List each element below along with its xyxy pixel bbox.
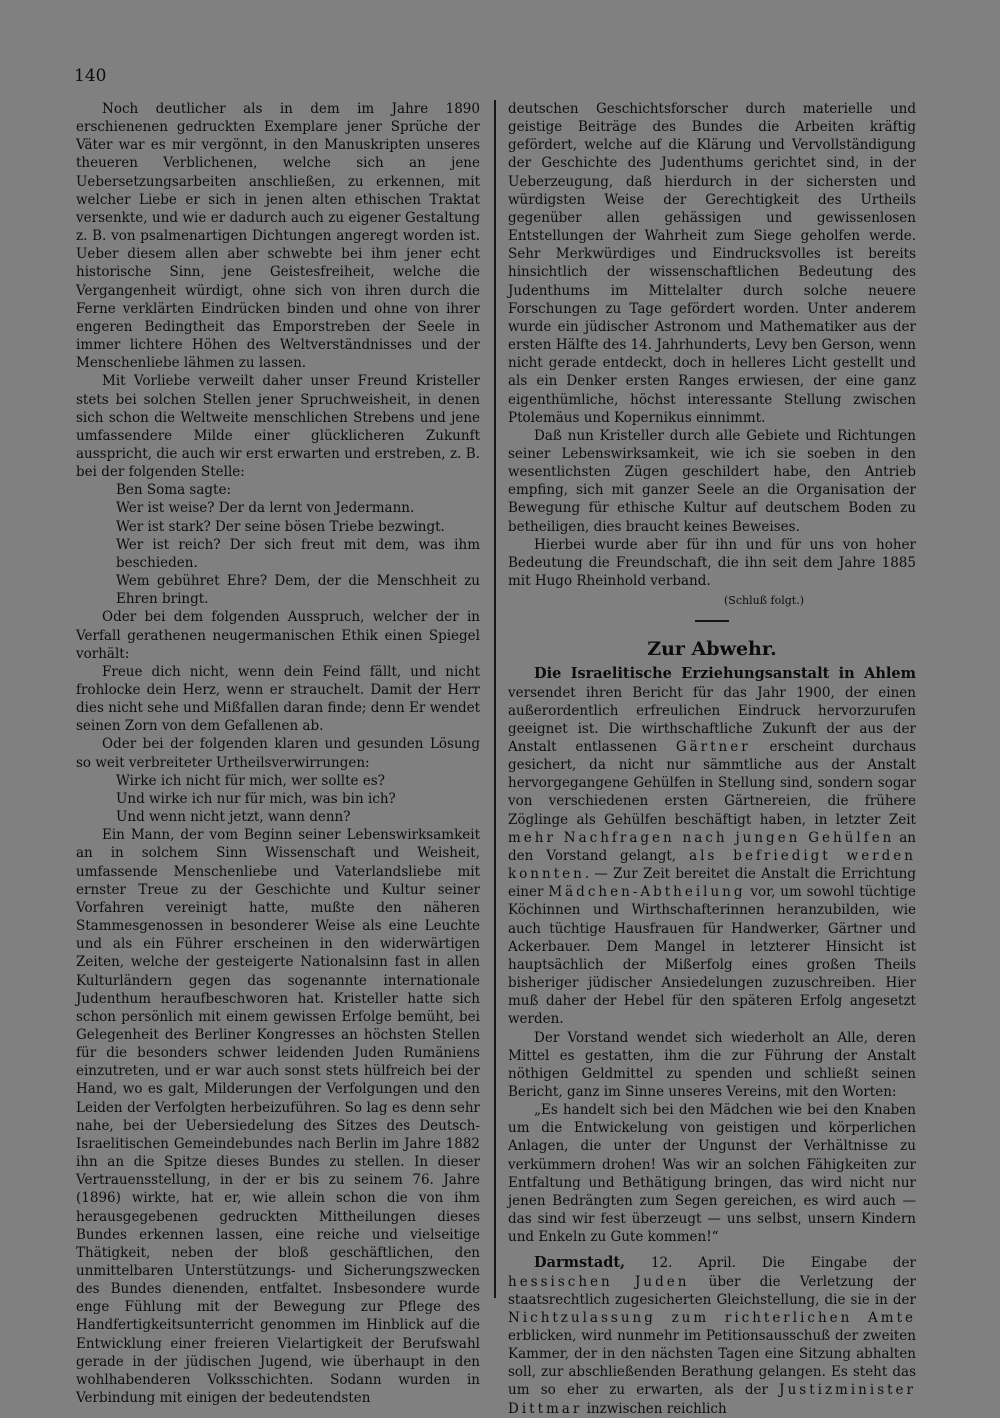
quotation: „Es handelt sich bei den Mädchen wie bei den Knaben um die Entwickelung von geistigen und körperlichen Anlagen, die unter der Ungunst der Verhältnisse zu verkümmern drohen! Was wir an solchen Fähigkeiten zur Entfaltung und Bethätigung bringen, das wird nicht nur jenen Bedrängten zum Segen gereichen, es wird auch — das sind wir fest überzeugt — uns selbst, unsern Kindern und Enkeln zu Gute kommen!“ (508, 1102, 916, 1246)
dateline-place: Darmstadt, (534, 1254, 626, 1272)
verse-line: Wer ist weise? Der da lernt von Jedermann. (116, 500, 415, 517)
right-column (508, 100, 916, 1418)
text: erscheint durchaus gesichert, da nicht nur sämmtliche aus der Anstalt hervorgegangene Gehülfen in Stellung sind, sondern sogar von verschiedenen ersten Gärtnereien, die frühere Zöglinge als Gehülfen beschäftigt haben, in letzter Zeit (508, 739, 916, 828)
text: über die Verletzung der staatsrechtlich zugesicherten Gleichstellung, die sie in der (508, 1273, 916, 1308)
page-number: 140 (74, 66, 107, 86)
section-title: Zur Abwehr. (647, 638, 777, 661)
paragraph: Oder bei dem folgenden Ausspruch, welcher der in Verfall gerathenen neugermanischen Ethik einen Spiegel vorhält: (76, 609, 480, 662)
verse-line: Ben Soma sagte: (116, 482, 231, 499)
verse-line: Wer ist stark? Der seine bösen Triebe bezwingt. (116, 518, 445, 535)
left-column (76, 100, 480, 1407)
paragraph: Oder bei der folgenden klaren und gesunden Lösung so weit verbreiteter Urtheilsverwirrungen: (76, 736, 480, 771)
continuation-note: (Schluß folgt.) (724, 594, 804, 608)
emphasis: mehr Nachfragen nach jungen Gehülfen (508, 829, 895, 846)
text: . — Zur Zeit bereitet die Anstalt die Errichtung einer (508, 866, 916, 901)
emphasis: hessischen Juden (508, 1273, 690, 1290)
emphasis: Nichtzulassung zum richterlichen Amte (508, 1309, 916, 1326)
quotation: Freue dich nicht, wenn dein Feind fällt, und nicht frohlocke dein Herz, wenn er strauchelt. Damit der Herr dies nicht sehe und Mißfallen daran finde; denn Er wendet seinen Zorn von dem Gefallenen ab. (76, 663, 480, 735)
text: erblicken, wird nunmehr im Petitionsausschuß der zweiten Kammer, der in den nächsten Tagen eine Sitzung abhalten soll, zur abschließenden Berathung gelangen. Es steht das um so eher zu erwarten, als der (508, 1328, 916, 1399)
paragraph: Mit Vorliebe verweilt daher unser Freund Kristeller stets bei solchen Stellen jener Spruchweisheit, in denen sich schon die Weltweite menschlichen Strebens und jene umfassendere Milde einer glücklicheren Zukunft ausspricht, die auch wir erst erwarten und erstreben, z. B. bei der folgenden Stelle: (76, 373, 480, 481)
paragraph: deutschen Geschichtsforscher durch materielle und geistige Beiträge des Bundes die Arbeiten kräftig gefördert, welche auf die Klärung und Vervollständigung der Geschichte des Judenthums gerichtet sind, in der Ueberzeugung, daß hierdurch in der sichersten und würdigsten Weise der Gerechtigkeit des Urtheils gegenüber allen gehässigen und gewissenlosen Entstellungen der Wahrheit zum Siege geholfen werde. Sehr Merkwürdiges und Eindrucksvolles ist bereits hinsichtlich der wissenschaftlichen Bedeutung des Judenthums im Mittelalter durch solche neuere Forschungen zu Tage gefördert worden. Unter anderem wurde ein jüdischer Astronom und Mathematiker aus der ersten Hälfte des 14. Jahrhunderts, Levy ben Gerson, wenn nicht gerade entdeckt, doch in helleres Licht gestellt und als ein Denker ersten Ranges erwiesen, der eine ganz eigenthümliche, höchst interessante Stellung zwischen Ptolemäus und Kopernikus einnimmt. (508, 101, 916, 426)
paragraph: Der Vorstand wendet sich wiederholt an Alle, deren Mittel es gestatten, ihm die zur Führung der Anstalt nöthigen Geldmittel zu spenden und schließt seinen Bericht, ganz im Sinne unseres Vereins, mit den Worten: (508, 1029, 916, 1100)
verse-line: Und wirke ich nur für mich, was bin ich? (116, 790, 396, 807)
section-divider (695, 620, 729, 622)
text: vor, um sowohl tüchtige Köchinnen und Wirthschafterinnen heranzubilden, wie auch tüchtige Hausfrauen für Handwerker, Gärtner und Ackerbauer. Dem Mangel in letzterer Hinsicht ist hauptsächlich der Mißerfolg eines großen Theils bisheriger jüdischer Ansiedelungen zuzuschreiben. Hier muß daher der Hebel für den späteren Erfolg angesetzt werden. (508, 884, 916, 1028)
paragraph: Ein Mann, der vom Beginn seiner Lebenswirksamkeit an in solchem Sinn Wissenschaft und Weisheit, umfassende Menschenliebe und Vaterlandsliebe mit ernster Treue zu der Geschichte und Kultur seiner Vorfahren vereinigt hatte, mußte den näheren Stammesgenossen in besonderer Weise als eine Leuchte und als ein Führer erscheinen in den widerwärtigen Zeiten, welche der gesteigerte Nationalsinn fast in allen Kulturländern gegen das sogenannte internationale Judenthum heraufbeschworen hat. Kristeller hatte sich schon persönlich mit einem gewissen Erfolge bemüht, bei Gelegenheit des Berliner Kongresses an höchsten Stellen für die besonders schwer leidenden Juden Rumäniens einzutreten, und er war auch sonst stets hülfreich bei der Hand, wo es galt, Milderungen der Verfolgungen und den Leiden der Verfolgten herbeizuführen. So lag es denn sehr nahe, bei der Uebersiedelung des Sitzes des Deutsch-Israelitischen Gemeindebundes nach Berlin im Jahre 1882 ihn an die Spitze dieses Bundes zu stellen. In dieser Vertrauensstellung, in der er bis zu seinem 76. Jahre (1896) wirkte, hat er, wie allein schon die von ihm herausgegebenen gedruckten Mittheilungen dieses Bundes erkennen lassen, eine reiche und vielseitige Thätigkeit, neben der bloß geschäftlichen, den unmittelbaren Unterstützungs- und Sicherungszwecken des Bundes dienenden, entfaltet. Insbesondere wurde enge Fühlung mit der Bewegung zur Pflege des Handfertigkeitsunterricht genommen im Hinblick auf die Entwicklung einer freieren Vielartigkeit der Berufswahl gerade in der jüdischen Jugend, wie überhaupt in den wohlhabenderen Volksschichten. Sodann wurden in Verbindung mit einigen der bedeutendsten (76, 827, 480, 1407)
article-paragraph (508, 665, 916, 1028)
text: an den Vorstand gelangt, (508, 829, 916, 864)
column-divider (494, 100, 496, 1298)
paragraph: Daß nun Kristeller durch alle Gebiete und Richtungen seiner Lebenswirksamkeit, wie ich sie soeben in den wesentlichsten Zügen geschildert habe, den Antrieb empfing, sich mit ganzer Seele an die Organisation der Bewegung für ethische Kultur auf deutschem Boden zu betheiligen, dies braucht keines Beweises. (508, 427, 916, 535)
paragraph: Noch deutlicher als in dem im Jahre 1890 erschienenen gedruckten Exemplare jener Sprüche der Väter war es mir vergönnt, in den Manuskripten unseres theueren Verblichenen, welche sich an jene Uebersetzungsarbeiten anschließen, zu erkennen, mit welcher Liebe er sich in jenen alten ethischen Traktat versenkte, und wie er dadurch auch zu eigener Gestaltung z. B. von psalmenartigen Dichtungen angeregt worden ist. Ueber diesem allen aber schwebte bei ihm jener echt historische Sinn, jene Geistesfreiheit, welche die Vergangenheit würdigt, ohne sich von ihren durch die Ferne verklärten Eindrücken binden und ohne von ihrer engeren Bedingtheit das Emporstreben der Seele in immer lichtere Höhen des Weltverständnisses und der Menschenliebe lähmen zu lassen. (76, 101, 480, 372)
text: 12. April. Die Eingabe der (625, 1255, 916, 1272)
paragraph: Hierbei wurde aber für ihn und für uns von hoher Bedeutung die Freundschaft, die ihn seit dem Jahre 1885 mit Hugo Rheinhold verband. (508, 536, 916, 590)
news-item (508, 1254, 916, 1417)
verse-line: Wem gebühret Ehre? Dem, der die Menschheit zu Ehren bringt. (116, 573, 480, 608)
verse-line: Wer ist reich? Der sich freut mit dem, was ihm beschieden. (116, 536, 480, 571)
text: inzwischen reichlich (582, 1400, 727, 1417)
verse-line: Wirke ich nicht für mich, wer sollte es? (116, 772, 385, 789)
emphasis: Gärtner (675, 739, 751, 755)
text: versendet ihren Bericht für das Jahr 1900, der einen außerordentlich erfreulichen Eindruck hervorzurufen geeignet ist. Die wirthschaftliche Zukunft der aus der Anstalt entlassenen (508, 684, 916, 755)
article-heading: Die Israelitische Erziehungsanstalt in Ahlem (534, 665, 916, 683)
emphasis: Mädchen-Abtheilung (548, 884, 746, 901)
emphasis: als befriedigt werden konnten (508, 847, 916, 883)
emphasis: Justizminister Dittmar (508, 1382, 916, 1417)
verse-line: Und wenn nicht jetzt, wann denn? (116, 809, 351, 826)
